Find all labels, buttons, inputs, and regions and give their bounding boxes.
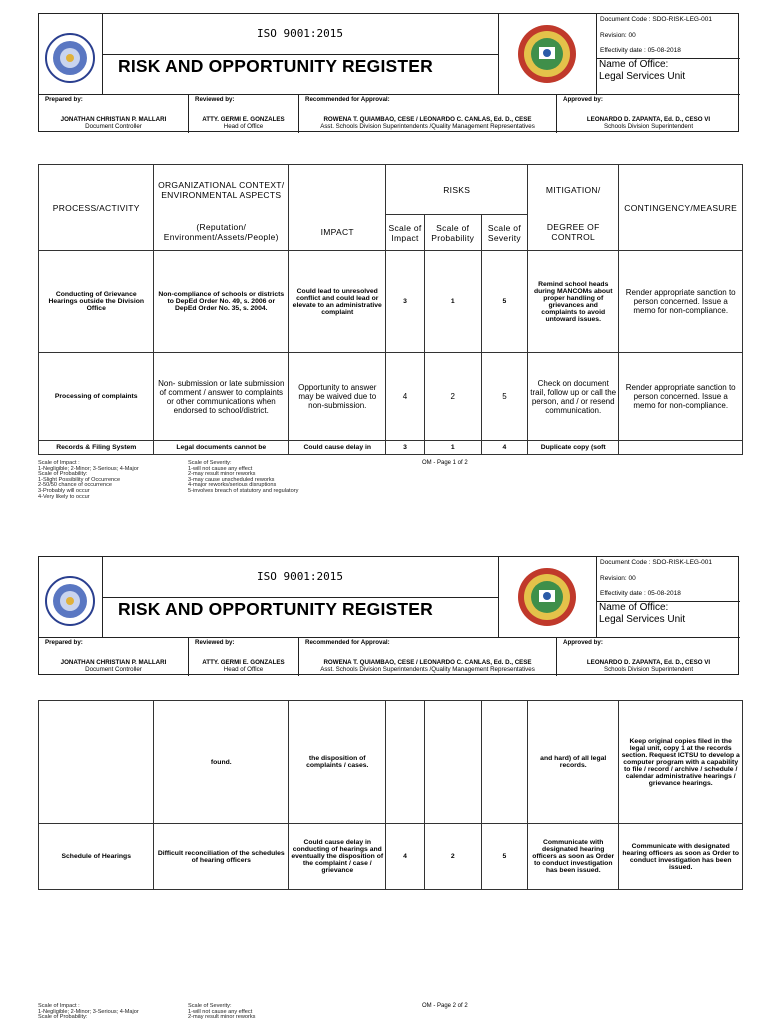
revision: Revision: 00 <box>600 575 636 582</box>
signatories <box>39 94 740 133</box>
table-row: found. the disposition of complaints / cases. and hard) of all legal records. Keep original copies filed in the legal unit, copy 1 at the records section. Request ICTSU to develop a computer program with a capability to file / record / archive / schedule / calendar administrative hearings / grievance hearings. <box>39 701 743 824</box>
approved-by: Approved by: LEONARDO D. ZAPANTA, Ed. D., CESO VI Schools Division Superintendent <box>563 96 711 130</box>
signatories <box>39 637 740 676</box>
scale-legend-severity: Scale of Severity: 1-will not cause any effect 2-may result minor reworks <box>188 1003 256 1021</box>
page2-header <box>38 556 739 675</box>
table-row: Conducting of Grievance Hearings outside the Division Office Non-compliance of schools or districts to DepEd Order No. 49, s. 2006 or DepEd Order No. 35, s. 2004. Could lead to unresolved conflict and could lead or elevate to an administrative complaint 3 1 5 Remind school heads during MANCOMs about proper handling of grievances and complaints to avoid untoward issues. Render appropriate sanction to person concerned. Issue a memo for non-compliance. <box>39 251 743 353</box>
office-block <box>596 58 740 95</box>
col-org-aspects: (Reputation/ Environment/Assets/People) <box>154 215 289 251</box>
prepared-by: Prepared by: JONATHAN CHRISTIAN P. MALLARI Document Controller <box>39 638 189 676</box>
table-row: Processing of complaints Non- submission or late submission of comment / answer to complaints or other communications when endorsed to school/district. Opportunity to answer may be waived due to non-submission. 4 2 5 Check on document trail, follow up or call the person, and / or resend communication. Render appropriate sanction to person concerned. Issue a memo for non-compliance. <box>39 353 743 441</box>
col-contingency: CONTINGENCY/MEASURE <box>619 165 743 251</box>
revision: Revision: 00 <box>600 32 636 39</box>
document-info <box>596 14 740 94</box>
scale-legend-impact: Scale of Impact : 1-Negligible; 2-Minor; 3-Serious; 4-Major Scale of Probability: 1-Slight Possibility of Occurrence 2-50/50 chance of occurrence 3-Probably will occur 4-Very likely to occur <box>38 460 139 500</box>
reviewed-by: Reviewed by: ATTY. GERMI E. GONZALES Head of Office <box>189 638 299 676</box>
col-mitigation: MITIGATION/ <box>528 165 619 215</box>
iso-standard: ISO 9001:2015 <box>102 14 498 55</box>
page1-header <box>38 13 739 132</box>
approved-by: Approved by: LEONARDO D. ZAPANTA, Ed. D., CESO VI Schools Division Superintendent <box>563 639 711 673</box>
reviewed-by: Reviewed by: ATTY. GERMI E. GONZALES Head of Office <box>189 95 299 133</box>
deped-seal-icon <box>39 557 102 637</box>
table-row: Schedule of Hearings Difficult reconciliation of the schedules of hearing officers Could cause delay in conducting of hearings and eventually the disposition of the complaint / case / grievance 4 2 5 Communicate with designated hearing officers as soon as Order to conduct investigation has been issued. Communicate with designated hearing officers as soon as Order to conduct investigation has been issued. <box>39 824 743 890</box>
col-org-context: ORGANIZATIONAL CONTEXT/ ENVIRONMENTAL ASPECTS <box>154 165 289 215</box>
document-code: Document Code : SDO-RISK-LEG-001 <box>600 16 712 23</box>
iso-standard: ISO 9001:2015 <box>102 557 498 598</box>
deped-seal-icon <box>39 14 102 94</box>
office-label: Name of Office: <box>599 59 669 70</box>
division-seal-icon <box>498 14 596 94</box>
office-label: Name of Office: <box>599 602 669 613</box>
col-risks: RISKS <box>386 165 528 215</box>
office-value: Legal Services Unit <box>599 614 686 625</box>
division-seal-logo <box>498 14 597 94</box>
recommended-by: Recommended for Approval: ROWENA T. QUIAMBAO, CESE / LEONARDO C. CANLAS, Ed. D., CESE Asst. Schools Division Superintendents /Quality Management Representatives <box>299 638 557 676</box>
division-seal-logo <box>498 557 597 637</box>
office-block <box>596 601 740 638</box>
col-scale-impact: Scale of Impact <box>386 215 424 251</box>
office-value: Legal Services Unit <box>599 71 686 82</box>
scale-legend-impact: Scale of Impact : 1-Negligible; 2-Minor; 3-Serious; 4-Major Scale of Probability: <box>38 1003 139 1021</box>
col-degree-control: DEGREE OF CONTROL <box>528 215 619 251</box>
register-title: RISK AND OPPORTUNITY REGISTER <box>118 599 433 619</box>
register-title: RISK AND OPPORTUNITY REGISTER <box>118 56 433 76</box>
division-seal-icon <box>498 557 596 637</box>
deped-seal-logo <box>39 557 103 637</box>
effectivity-date: Effectivity date : 05-08-2018 <box>600 47 681 54</box>
register-table-page2 <box>38 700 743 890</box>
prepared-by: Prepared by: JONATHAN CHRISTIAN P. MALLARI Document Controller <box>39 95 189 133</box>
col-process: PROCESS/ACTIVITY <box>39 165 154 251</box>
effectivity-date: Effectivity date : 05-08-2018 <box>600 590 681 597</box>
deped-seal-logo <box>39 14 103 94</box>
col-scale-severity: Scale of Severity <box>481 215 527 251</box>
scale-legend-severity: Scale of Severity: 1-will not cause any effect 2-may result minor reworks 3-may cause unscheduled reworks 4-major reworks/serious disruptions 5-involves breach of statutory and regulatory <box>188 460 299 494</box>
register-table-page1 <box>38 164 743 455</box>
recommended-by: Recommended for Approval: ROWENA T. QUIAMBAO, CESE / LEONARDO C. CANLAS, Ed. D., CESE Asst. Schools Division Superintendents /Quality Management Representatives <box>299 95 557 133</box>
page-number: OM - Page 2 of 2 <box>422 1003 468 1009</box>
table-row: Records & Filing System Legal documents cannot be Could cause delay in 3 1 4 Duplicate copy (soft <box>39 441 743 455</box>
col-scale-probability: Scale of Probability <box>424 215 481 251</box>
col-impact: IMPACT <box>289 215 386 251</box>
document-info <box>596 557 740 637</box>
document-code: Document Code : SDO-RISK-LEG-001 <box>600 559 712 566</box>
page-number: OM - Page 1 of 2 <box>422 460 468 466</box>
